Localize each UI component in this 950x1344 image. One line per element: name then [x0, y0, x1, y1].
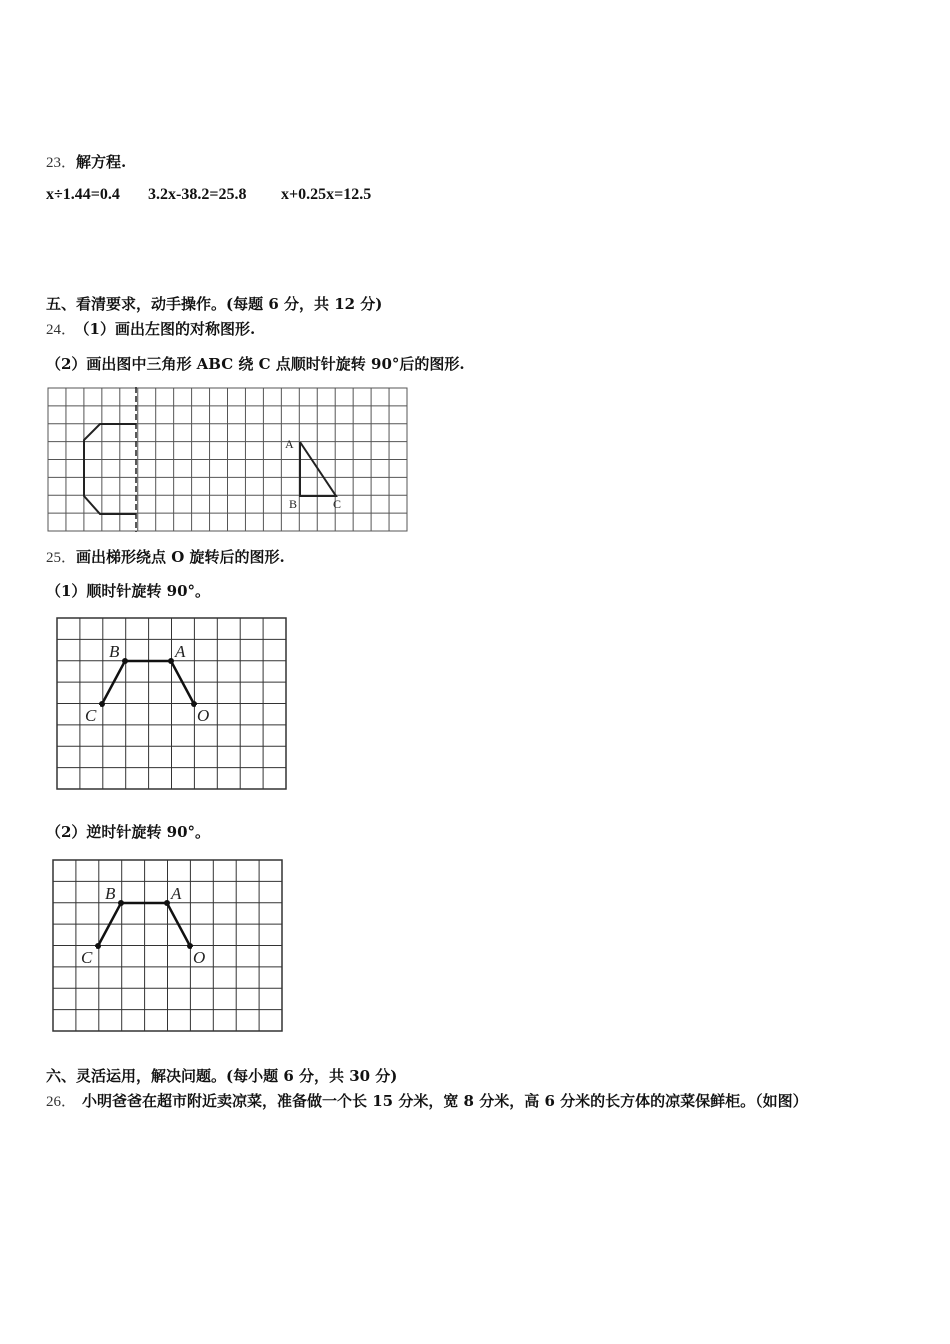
q25-grid-2	[53, 860, 282, 1031]
q25-part2: （2）逆时针旋转 90°。	[46, 823, 211, 841]
q25-label-o-1: O	[197, 706, 210, 725]
q26-line	[46, 1092, 808, 1111]
q25-label-c-1: C	[85, 706, 97, 725]
q25-line	[46, 548, 285, 567]
q25-point-a-1	[168, 658, 174, 664]
q25-grid-figure-2	[52, 859, 284, 1033]
q23-line	[46, 153, 126, 172]
q23-equation-3: x+0.25x=12.5	[281, 186, 372, 203]
q25-grid-figure-1	[56, 617, 288, 791]
q23-number: 23．	[46, 155, 77, 171]
q25-label-b-2: B	[105, 884, 116, 903]
q24-label-b: B	[289, 497, 298, 511]
q26-number: 26．	[46, 1094, 77, 1110]
q25-label-b-1: B	[109, 642, 120, 661]
section5-heading: 五、看清要求，动手操作。(每题 6 分，共 12 分)	[46, 295, 383, 313]
q24-half-shape	[84, 424, 136, 514]
q25-label-a-1: A	[175, 642, 186, 661]
q25-label-a-2: A	[171, 884, 182, 903]
q24-number: 24．	[46, 322, 77, 338]
q26-text: 小明爸爸在超市附近卖凉菜，准备做一个长 15 分米，宽 8 分米，高 6 分米的长方体的凉菜保鲜柜。（如图）	[82, 1092, 808, 1110]
q23-title: 解方程.	[76, 153, 127, 171]
q24-grid-figure	[47, 387, 409, 533]
q23-equation-1: x÷1.44=0.4	[46, 186, 120, 203]
q25-label-o-2: O	[193, 948, 206, 967]
q25-title: 画出梯形绕点 O 旋转后的图形.	[76, 548, 285, 566]
q23-equation-2: 3.2x-38.2=25.8	[148, 186, 247, 203]
q25-point-b-2	[118, 900, 124, 906]
q25-part1: （1）顺时针旋转 90°。	[46, 582, 211, 600]
q24-grid	[48, 388, 407, 531]
q24-label-a: A	[285, 437, 294, 451]
q25-grid-1	[57, 618, 286, 789]
q25-label-c-2: C	[81, 948, 93, 967]
q24-part2: （2）画出图中三角形 ABC 绕 C 点顺时针旋转 90°后的图形.	[46, 355, 465, 373]
q24-triangle-abc	[300, 442, 336, 496]
q25-point-a-2	[164, 900, 170, 906]
q25-number: 25．	[46, 550, 77, 566]
q24-part1: （1）画出左图的对称图形.	[82, 320, 256, 338]
q24-label-c: C	[333, 497, 342, 511]
q24-line	[46, 320, 255, 339]
section6-heading: 六、灵活运用，解决问题。(每小题 6 分，共 30 分)	[46, 1067, 398, 1085]
q25-point-b-1	[122, 658, 128, 664]
